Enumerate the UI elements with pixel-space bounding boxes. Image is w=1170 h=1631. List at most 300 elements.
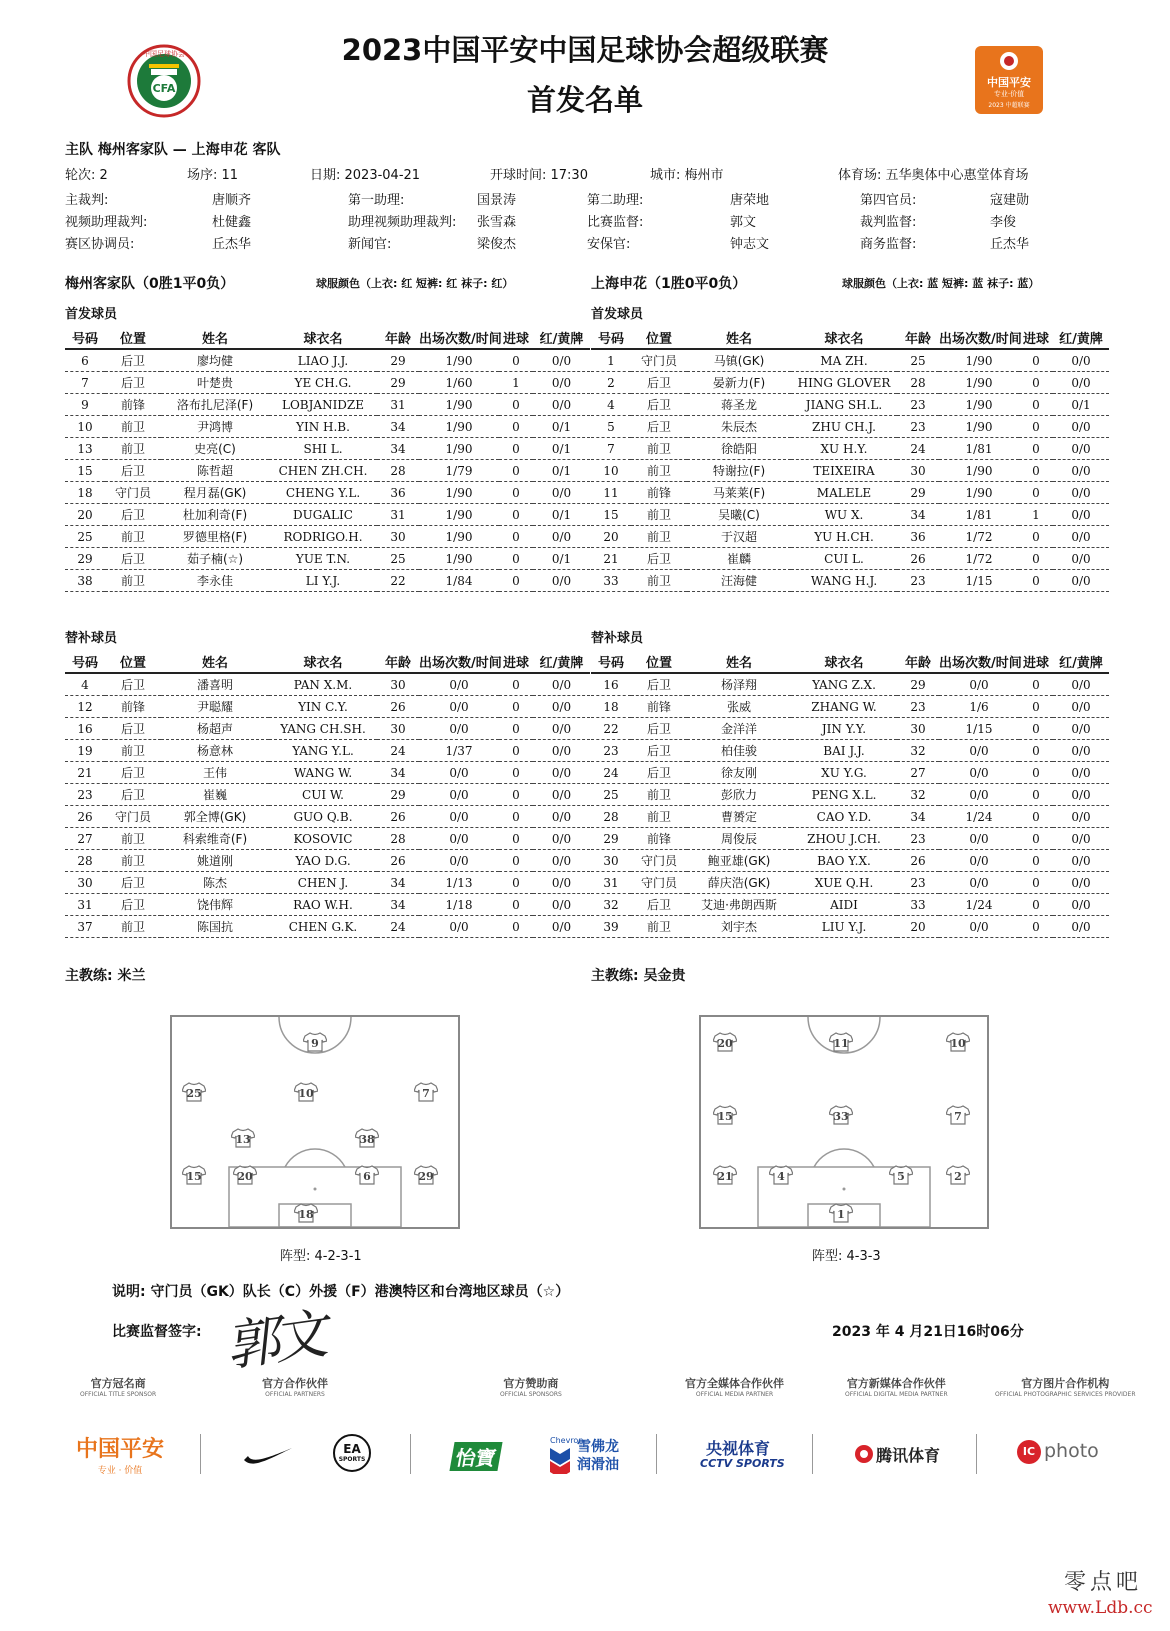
player-cell: 0 xyxy=(499,438,533,460)
player-cell: 0/0 xyxy=(939,850,1019,872)
jersey-number: 15 xyxy=(717,1110,733,1123)
player-cell: 0/0 xyxy=(533,872,590,894)
column-header: 号码 xyxy=(65,327,105,349)
player-cell: 10 xyxy=(65,416,105,438)
player-cell: 0 xyxy=(499,850,533,872)
player-cell: 1/90 xyxy=(939,394,1019,416)
column-header: 号码 xyxy=(591,651,631,673)
player-cell: 4 xyxy=(65,673,105,696)
divider xyxy=(410,1434,411,1474)
player-row xyxy=(65,762,590,784)
player-cell: 周俊辰 xyxy=(687,828,791,850)
csl-logo-text: 中国平安 xyxy=(987,76,1031,89)
player-cell: 后卫 xyxy=(105,504,161,526)
player-cell: 饶伟辉 xyxy=(161,894,269,916)
away-starters-label: 首发球员 xyxy=(591,307,644,322)
player-cell: 前卫 xyxy=(105,828,161,850)
jersey-icon xyxy=(355,1165,379,1185)
player-cell: 0 xyxy=(1019,416,1053,438)
jersey-number: 29 xyxy=(418,1170,434,1183)
away-formation-pitch xyxy=(699,1015,989,1229)
player-cell: 0/0 xyxy=(533,718,590,740)
player-cell: 张威 xyxy=(687,696,791,718)
sponsor-category-en: OFFICIAL DIGITAL MEDIA PARTNER xyxy=(845,1391,948,1398)
player-row xyxy=(65,349,590,372)
jersey-number: 2 xyxy=(954,1170,962,1183)
round: 轮次: 2 xyxy=(65,168,108,183)
home-starters-table xyxy=(65,327,590,592)
csl-emblem-icon xyxy=(995,50,1023,72)
player-row xyxy=(591,482,1109,504)
player-cell: 柏佳骏 xyxy=(687,740,791,762)
player-cell: 26 xyxy=(377,806,419,828)
player-cell: 杨意林 xyxy=(161,740,269,762)
player-row xyxy=(65,850,590,872)
player-cell: 28 xyxy=(65,850,105,872)
jersey-icon xyxy=(182,1165,206,1185)
player-cell: 26 xyxy=(897,548,939,570)
player-cell: KOSOVIC xyxy=(269,828,377,850)
player-cell: 0/0 xyxy=(419,916,499,938)
player-cell: 0 xyxy=(1019,673,1053,696)
sponsor-category-cn: 官方图片合作机构 xyxy=(1021,1377,1110,1390)
player-cell: 29 xyxy=(897,673,939,696)
player-cell: 12 xyxy=(65,696,105,718)
jersey-number: 15 xyxy=(186,1170,202,1183)
player-cell: 0 xyxy=(1019,806,1053,828)
player-cell: 0/0 xyxy=(533,372,590,394)
player-cell: 25 xyxy=(65,526,105,548)
player-cell: 前锋 xyxy=(105,394,161,416)
player-cell: 0/0 xyxy=(419,828,499,850)
player-cell: 科索维奇(F) xyxy=(161,828,269,850)
player-cell: 1/15 xyxy=(939,570,1019,592)
player-cell: 守门员 xyxy=(105,806,161,828)
player-row xyxy=(591,762,1109,784)
cfa-logo-ring-text: 中国足球协会 xyxy=(143,50,185,58)
player-cell: 0/0 xyxy=(1053,784,1109,806)
player-cell: 前卫 xyxy=(105,526,161,548)
player-cell: 7 xyxy=(591,438,631,460)
player-cell: 0/0 xyxy=(533,673,590,696)
player-cell: 1/90 xyxy=(939,416,1019,438)
player-cell: 后卫 xyxy=(105,762,161,784)
player-cell: WANG H.J. xyxy=(791,570,897,592)
player-cell: 28 xyxy=(377,828,419,850)
ic-logo-badge: IC xyxy=(1017,1440,1041,1464)
player-cell: 0/0 xyxy=(939,762,1019,784)
player-cell: 1/37 xyxy=(419,740,499,762)
watermark-cn: 零点吧 xyxy=(1064,1570,1143,1595)
player-cell: 史亮(C) xyxy=(161,438,269,460)
player-cell: 18 xyxy=(65,482,105,504)
player-cell: 汪海健 xyxy=(687,570,791,592)
official-name: 李俊 xyxy=(990,215,1017,230)
player-cell: 34 xyxy=(377,416,419,438)
player-cell: 0/0 xyxy=(1053,372,1109,394)
player-cell: 1/24 xyxy=(939,894,1019,916)
chevron-cn-line2: 润滑油 xyxy=(577,1457,619,1473)
jersey-number: 10 xyxy=(950,1037,966,1050)
player-cell: 21 xyxy=(591,548,631,570)
player-cell: 0/1 xyxy=(533,548,590,570)
official-role: 裁判监督: xyxy=(860,215,917,230)
player-row xyxy=(65,394,590,416)
player-cell: 0 xyxy=(1019,762,1053,784)
player-cell: 15 xyxy=(65,460,105,482)
home-subs-label: 替补球员 xyxy=(65,631,118,646)
player-cell: 0 xyxy=(1019,916,1053,938)
player-cell: 29 xyxy=(65,548,105,570)
ea-sports-logo xyxy=(333,1434,371,1472)
player-cell: LOBJANIDZE xyxy=(269,394,377,416)
player-row xyxy=(65,784,590,806)
sponsor-category xyxy=(685,1375,784,1398)
player-cell: 0 xyxy=(1019,548,1053,570)
away-formation: 阵型: 4-3-3 xyxy=(812,1249,881,1264)
player-cell: 0 xyxy=(499,548,533,570)
player-cell: WU X. xyxy=(791,504,897,526)
player-cell: 0/0 xyxy=(1053,828,1109,850)
player-cell: 0 xyxy=(499,828,533,850)
player-cell: 1/72 xyxy=(939,526,1019,548)
player-cell: 32 xyxy=(897,784,939,806)
column-header: 位置 xyxy=(631,327,687,349)
player-cell: 1 xyxy=(499,372,533,394)
home-formation-pitch xyxy=(170,1015,460,1229)
player-cell: ZHOU J.CH. xyxy=(791,828,897,850)
jersey-number: 9 xyxy=(311,1037,319,1050)
column-header: 号码 xyxy=(65,651,105,673)
official-name: 杜健鑫 xyxy=(212,215,252,230)
player-cell: JIN Y.Y. xyxy=(791,718,897,740)
column-header: 姓名 xyxy=(161,651,269,673)
player-cell: 0 xyxy=(499,570,533,592)
player-cell: 30 xyxy=(897,460,939,482)
player-cell: 0 xyxy=(499,740,533,762)
player-cell: 30 xyxy=(897,718,939,740)
player-cell: 0/0 xyxy=(1053,916,1109,938)
player-cell: 29 xyxy=(377,784,419,806)
player-cell: 0/0 xyxy=(533,394,590,416)
player-cell: 0 xyxy=(1019,460,1053,482)
player-row xyxy=(591,548,1109,570)
player-cell: 0/0 xyxy=(533,762,590,784)
player-cell: 1/72 xyxy=(939,548,1019,570)
away-starters-table xyxy=(591,327,1109,592)
player-cell: 1/90 xyxy=(419,548,499,570)
jersey-icon xyxy=(294,1082,318,1102)
player-cell: 34 xyxy=(377,872,419,894)
jersey-number: 1 xyxy=(837,1208,845,1221)
player-cell: 38 xyxy=(65,570,105,592)
player-cell: 姚道刚 xyxy=(161,850,269,872)
column-header: 红/黄牌 xyxy=(1053,327,1109,349)
away-team-name: 上海申花（1胜0平0负） xyxy=(591,276,747,292)
column-header: 年龄 xyxy=(377,651,419,673)
player-cell: 6 xyxy=(65,349,105,372)
player-cell: 鲍亚雄(GK) xyxy=(687,850,791,872)
player-row xyxy=(591,718,1109,740)
column-header: 红/黄牌 xyxy=(533,327,590,349)
player-cell: LIU Y.J. xyxy=(791,916,897,938)
jersey-number: 5 xyxy=(897,1170,905,1183)
player-cell: 1/90 xyxy=(419,482,499,504)
player-cell: 特谢拉(F) xyxy=(687,460,791,482)
player-cell: GUO Q.B. xyxy=(269,806,377,828)
player-cell: 28 xyxy=(897,372,939,394)
player-cell: 1/84 xyxy=(419,570,499,592)
player-cell: 0 xyxy=(499,394,533,416)
player-cell: 34 xyxy=(377,762,419,784)
player-row xyxy=(591,894,1109,916)
player-cell: 30 xyxy=(65,872,105,894)
player-cell: 1/81 xyxy=(939,438,1019,460)
jersey-icon xyxy=(829,1032,853,1052)
player-cell: 13 xyxy=(65,438,105,460)
player-cell: 后卫 xyxy=(631,394,687,416)
player-cell: 1/81 xyxy=(939,504,1019,526)
player-cell: 0 xyxy=(1019,828,1053,850)
player-row xyxy=(591,916,1109,938)
player-cell: JIANG SH.L. xyxy=(791,394,897,416)
pingan-logo-text: 中国平安 xyxy=(76,1437,165,1462)
player-cell: 后卫 xyxy=(631,740,687,762)
player-cell: 0 xyxy=(499,872,533,894)
player-cell: WANG W. xyxy=(269,762,377,784)
player-row xyxy=(65,504,590,526)
player-cell: 0 xyxy=(1019,438,1053,460)
player-cell: 0/0 xyxy=(1053,416,1109,438)
player-cell: 1/60 xyxy=(419,372,499,394)
player-cell: 0/0 xyxy=(533,916,590,938)
player-cell: 0/0 xyxy=(1053,349,1109,372)
column-header: 红/黄牌 xyxy=(533,651,590,673)
player-cell: 25 xyxy=(377,548,419,570)
player-row xyxy=(65,482,590,504)
player-cell: 后卫 xyxy=(631,894,687,916)
player-cell: 0/0 xyxy=(419,850,499,872)
player-cell: 杨泽翔 xyxy=(687,673,791,696)
player-cell: 0/0 xyxy=(1053,460,1109,482)
player-cell: 前锋 xyxy=(631,696,687,718)
player-cell: 尹鸿博 xyxy=(161,416,269,438)
player-cell: 29 xyxy=(897,482,939,504)
player-cell: 0/0 xyxy=(419,806,499,828)
player-cell: 后卫 xyxy=(105,548,161,570)
player-cell: 0/1 xyxy=(533,460,590,482)
player-cell: 0/0 xyxy=(939,872,1019,894)
player-row xyxy=(591,416,1109,438)
player-cell: 0/0 xyxy=(419,784,499,806)
divider xyxy=(656,1434,657,1474)
player-cell: 0/0 xyxy=(533,828,590,850)
player-cell: 吴曦(C) xyxy=(687,504,791,526)
player-cell: 1/24 xyxy=(939,806,1019,828)
player-row xyxy=(591,372,1109,394)
player-cell: 0 xyxy=(499,894,533,916)
official-name: 郭文 xyxy=(730,215,757,230)
player-cell: 前卫 xyxy=(631,438,687,460)
column-header: 红/黄牌 xyxy=(1053,651,1109,673)
player-cell: 1/18 xyxy=(419,894,499,916)
player-cell: 0/0 xyxy=(939,673,1019,696)
sponsor-category-en: OFFICIAL SPONSORS xyxy=(500,1391,562,1398)
player-cell: 前卫 xyxy=(631,460,687,482)
player-cell: 16 xyxy=(65,718,105,740)
player-cell: 前卫 xyxy=(105,438,161,460)
player-cell: 1/15 xyxy=(939,718,1019,740)
divider xyxy=(200,1434,201,1474)
player-row xyxy=(591,673,1109,696)
player-cell: 1/90 xyxy=(419,438,499,460)
player-cell: PENG X.L. xyxy=(791,784,897,806)
player-cell: 0/0 xyxy=(533,570,590,592)
player-cell: 蒋圣龙 xyxy=(687,394,791,416)
player-cell: 茹子楠(☆) xyxy=(161,548,269,570)
player-cell: 后卫 xyxy=(105,372,161,394)
player-cell: HING GLOVER xyxy=(791,372,897,394)
player-cell: 0/1 xyxy=(533,438,590,460)
player-row xyxy=(591,872,1109,894)
cfa-logo-text: CFA xyxy=(152,82,176,95)
player-cell: 彭欣力 xyxy=(687,784,791,806)
player-cell: 31 xyxy=(591,872,631,894)
pingan-logo xyxy=(76,1432,164,1476)
player-cell: 陈国抗 xyxy=(161,916,269,938)
jersey-number: 20 xyxy=(717,1037,733,1050)
column-header: 姓名 xyxy=(161,327,269,349)
player-cell: 0 xyxy=(1019,372,1053,394)
jersey-number: 6 xyxy=(363,1170,371,1183)
player-cell: 前卫 xyxy=(631,916,687,938)
player-cell: 33 xyxy=(591,570,631,592)
player-cell: 1/90 xyxy=(939,460,1019,482)
jersey-icon xyxy=(414,1082,438,1102)
home-coach: 主教练: 米兰 xyxy=(65,968,146,984)
player-cell: 0/0 xyxy=(1053,570,1109,592)
jersey-icon xyxy=(889,1165,913,1185)
player-cell: 薛庆浩(GK) xyxy=(687,872,791,894)
player-cell: 1 xyxy=(1019,504,1053,526)
player-cell: 0 xyxy=(499,526,533,548)
player-cell: 1/13 xyxy=(419,872,499,894)
official-name: 唐荣地 xyxy=(730,193,770,208)
player-cell: 守门员 xyxy=(105,482,161,504)
nike-swoosh-icon xyxy=(242,1444,294,1466)
player-cell: 28 xyxy=(377,460,419,482)
player-cell: XU H.Y. xyxy=(791,438,897,460)
jersey-icon xyxy=(294,1203,318,1223)
sponsor-category xyxy=(995,1375,1136,1398)
player-cell: MA ZH. xyxy=(791,349,897,372)
player-cell: BAI J.J. xyxy=(791,740,897,762)
player-cell: 0/0 xyxy=(419,718,499,740)
player-cell: 0/0 xyxy=(1053,548,1109,570)
page-title: 2023中国平安中国足球协会超级联赛 xyxy=(341,33,829,67)
player-cell: 15 xyxy=(591,504,631,526)
player-cell: 前卫 xyxy=(105,916,161,938)
player-cell: YANG Y.L. xyxy=(269,740,377,762)
player-cell: 23 xyxy=(897,696,939,718)
csl-logo-sub: 专业·价值 xyxy=(993,90,1025,98)
player-row xyxy=(591,526,1109,548)
player-cell: 0 xyxy=(1019,784,1053,806)
player-cell: YAO D.G. xyxy=(269,850,377,872)
player-cell: 后卫 xyxy=(105,872,161,894)
player-cell: CHEN J. xyxy=(269,872,377,894)
column-header: 年龄 xyxy=(377,327,419,349)
column-header: 出场次数/时间 xyxy=(419,327,499,349)
player-cell: 0 xyxy=(1019,570,1053,592)
player-row xyxy=(591,570,1109,592)
player-cell: 王伟 xyxy=(161,762,269,784)
player-row xyxy=(65,570,590,592)
player-cell: 36 xyxy=(897,526,939,548)
column-header: 位置 xyxy=(105,327,161,349)
player-cell: 0/0 xyxy=(1053,718,1109,740)
player-row xyxy=(65,416,590,438)
sponsor-category-cn: 官方赞助商 xyxy=(503,1377,559,1390)
sponsor-category xyxy=(500,1375,562,1398)
player-row xyxy=(591,850,1109,872)
player-cell: ZHU CH.J. xyxy=(791,416,897,438)
official-role: 第一助理: xyxy=(348,193,405,208)
player-cell: 18 xyxy=(591,696,631,718)
player-cell: 33 xyxy=(897,894,939,916)
jersey-number: 25 xyxy=(186,1087,202,1100)
player-cell: 39 xyxy=(591,916,631,938)
player-cell: 0 xyxy=(1019,526,1053,548)
cctv-logo-cn: 央视体育 xyxy=(706,1439,771,1458)
player-cell: 晏新力(F) xyxy=(687,372,791,394)
official-name: 国景涛 xyxy=(477,193,517,208)
player-cell: 34 xyxy=(377,894,419,916)
teams-line: 主队 梅州客家队 — 上海申花 客队 xyxy=(65,142,281,158)
player-cell: 0 xyxy=(499,673,533,696)
player-cell: 34 xyxy=(897,806,939,828)
player-cell: 1/90 xyxy=(419,349,499,372)
player-cell: 21 xyxy=(65,762,105,784)
player-cell: 0 xyxy=(1019,349,1053,372)
player-cell: 前卫 xyxy=(105,740,161,762)
player-row xyxy=(591,828,1109,850)
column-header: 姓名 xyxy=(687,651,791,673)
away-subs-table xyxy=(591,651,1109,938)
player-cell: 22 xyxy=(591,718,631,740)
player-cell: ZHANG W. xyxy=(791,696,897,718)
legend-note: 说明: 守门员（GK）队长（C）外援（F）港澳特区和台湾地区球员（☆） xyxy=(112,1284,570,1300)
player-cell: 23 xyxy=(897,416,939,438)
player-cell: 后卫 xyxy=(631,548,687,570)
player-cell: 1/90 xyxy=(939,372,1019,394)
player-row xyxy=(591,740,1109,762)
player-row xyxy=(591,438,1109,460)
home-team-name: 梅州客家队（0胜1平0负） xyxy=(65,276,235,292)
player-cell: 37 xyxy=(65,916,105,938)
player-cell: 23 xyxy=(65,784,105,806)
player-cell: RODRIGO.H. xyxy=(269,526,377,548)
jersey-icon xyxy=(769,1165,793,1185)
player-cell: 23 xyxy=(897,394,939,416)
home-formation: 阵型: 4-2-3-1 xyxy=(280,1249,362,1264)
player-cell: 马莱莱(F) xyxy=(687,482,791,504)
player-row xyxy=(65,548,590,570)
player-cell: CUI W. xyxy=(269,784,377,806)
player-cell: 后卫 xyxy=(631,762,687,784)
player-cell: 22 xyxy=(377,570,419,592)
sponsor-category-en: OFFICIAL PARTNERS xyxy=(265,1391,325,1398)
